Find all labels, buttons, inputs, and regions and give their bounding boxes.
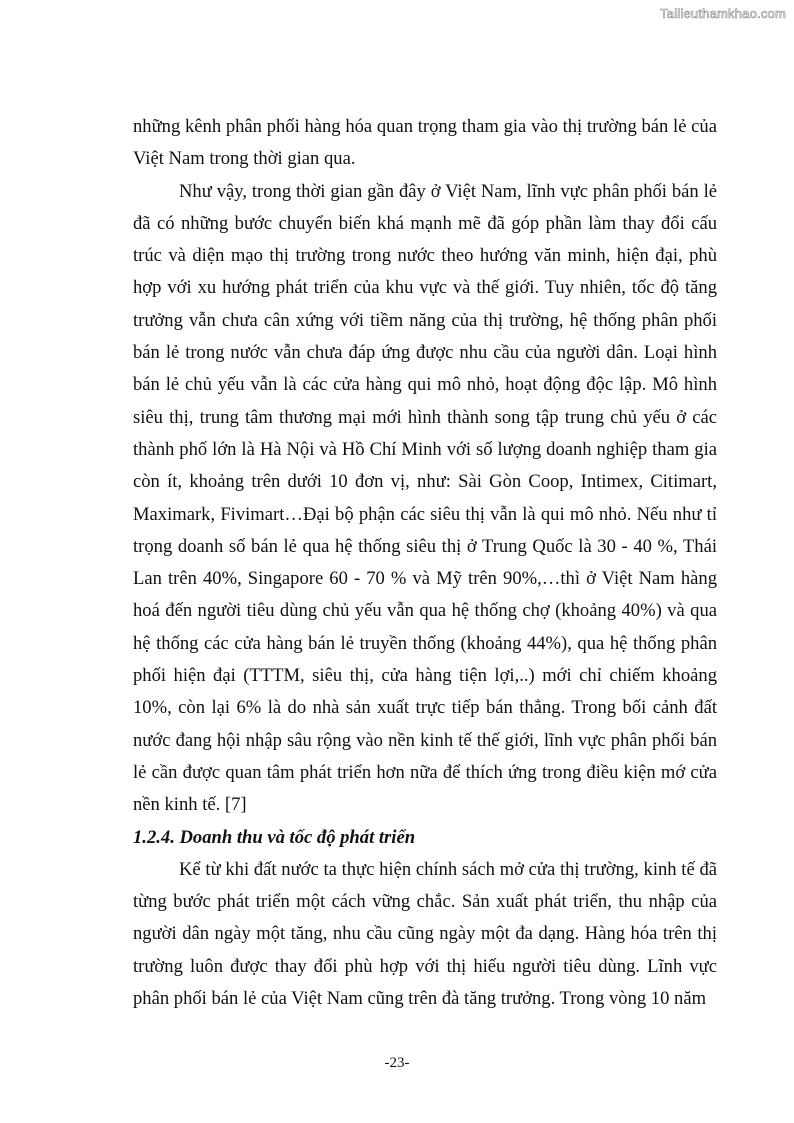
watermark-text: Tailieuthamkhao.com (660, 6, 786, 21)
section-heading: 1.2.4. Doanh thu và tốc độ phát triển (133, 826, 416, 848)
document-body (133, 111, 717, 1015)
page-number: -23- (384, 1055, 410, 1071)
paragraph-revenue-growth: Kể từ khi đất nước ta thực hiện chính sách mở cửa thị trường, kinh tế đã từng bước phát triển một cách vững chắc. Sản xuất phát triển, thu nhập của người dân ngày một tăng, nhu cầu cũng ngày một đa dạng. Hàng hóa trên thị trường luôn được thay đổi phù hợp với thị hiếu người tiêu dùng. Lĩnh vực phân phối bán lẻ của Việt Nam cũng trên đà tăng trưởng. Trong vòng 10 năm (133, 858, 717, 1010)
paragraph-retail-overview: Như vậy, trong thời gian gần đây ở Việt Nam, lĩnh vực phân phối bán lẻ đã có những bước chuyển biến khá mạnh mẽ đã góp phần làm thay đổi cấu trúc và diện mạo thị trường trong nước theo hướng văn minh, hiện đại, phù hợp với xu hướng phát triển của khu vực và thế giới. Tuy nhiên, tốc độ tăng trưởng vẫn chưa cân xứng với tiềm năng của thị trường, hệ thống phân phối bán lẻ trong nước vẫn chưa đáp ứng được nhu cầu của người dân. Loại hình bán lẻ chủ yếu vẫn là các cửa hàng qui mô nhỏ, hoạt động độc lập. Mô hình siêu thị, trung tâm thương mại mới hình thành song tập trung chủ yếu ở các thành phố lớn là Hà Nội và Hồ Chí Minh với số lượng doanh nghiệp tham gia còn ít, khoảng trên dưới 10 đơn vị, như: Sài Gòn Coop, Intimex, Citimart, Maximark, Fivimart…Đại bộ phận các siêu thị vẫn là qui mô nhỏ. Nếu như tỉ trọng doanh số bán lẻ qua hệ thống siêu thị ở Trung Quốc là 30 - 40 %, Thái Lan trên 40%, Singapore 60 - 70 % và Mỹ trên 90%,…thì ở Việt Nam hàng hoá đến người tiêu dùng chủ yếu vẫn qua hệ thống chợ (khoảng 40%) và qua hệ thống các cửa hàng bán lẻ truyền thống (khoảng 44%), qua hệ thống phân phối hiện đại (TTTM, siêu thị, cửa hàng tiện lợi,..) mới chỉ chiếm khoảng 10%, còn lại 6% là do nhà sản xuất trực tiếp bán thẳng. Trong bối cảnh đất nước đang hội nhập sâu rộng vào nền kinh tế thế giới, lĩnh vực phân phối bán lẻ cần được quan tâm phát triển hơn nữa để thích ứng trong điều kiện mớ cửa nền kinh tế. [7] (133, 180, 717, 816)
paragraph-continuation: những kênh phân phối hàng hóa quan trọng tham gia vào thị trường bán lẻ của Việt Nam trong thời gian qua. (133, 116, 717, 170)
